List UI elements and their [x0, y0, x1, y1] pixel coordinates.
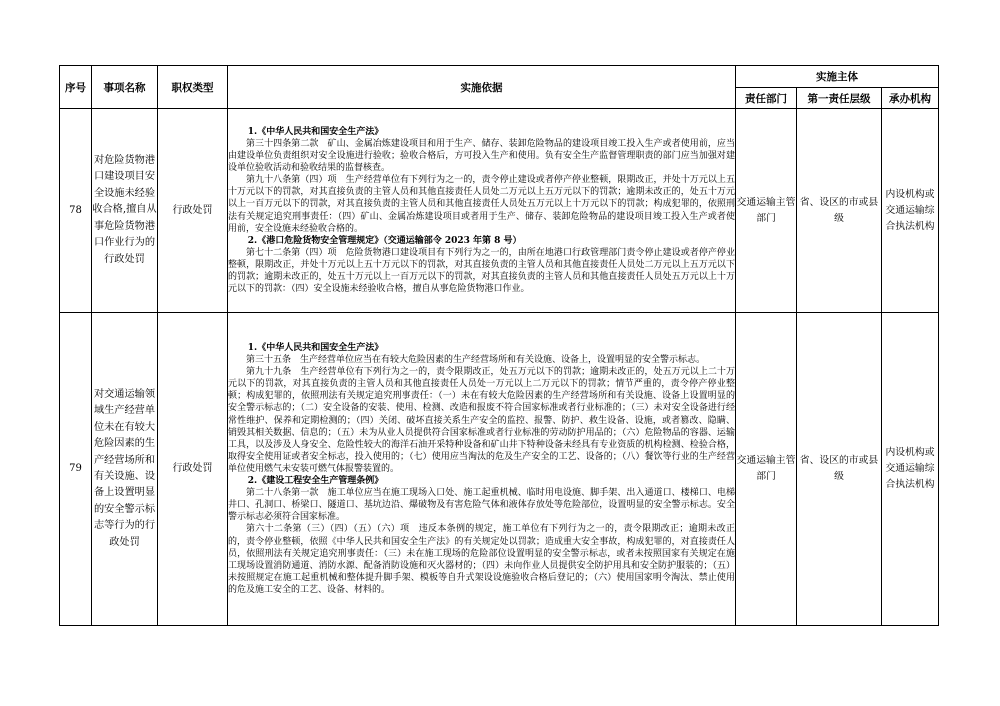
- header-level: 第一责任层级: [797, 88, 882, 109]
- row-seq: 78: [60, 109, 92, 313]
- basis-paragraph: 第三十五条 生产经营单位应当在有较大危险因素的生产经营场所和有关设施、设备上，设置明显的安全警示标志。: [246, 355, 706, 366]
- header-basis: 实施依据: [228, 66, 736, 109]
- header-seq: 序号: [60, 66, 92, 109]
- basis-law-title: 1.《中华人民共和国安全生产法》: [247, 126, 384, 137]
- row-level: 省、设区的市或县级: [797, 109, 882, 313]
- basis-paragraph: 第二十八条第一款 施工单位应当在施工现场入口处、施工起重机械、临时用电设施、脚手架、出入通道口、楼梯口、电梯井口、孔洞口、桥梁口、隧道口、基坑边沿、爆破物及有害危险气体和液体存放处等危险部位，设置明显的安全警示标志。安全警示标志必须符合国家标准。: [228, 488, 735, 523]
- basis-paragraph: 第七十二条第（四）项 危险货物港口建设项目有下列行为之一的，由所在地港口行政管理部门责令停止建设或者停产停业整顿，限期改正，并处十万元以上五十万元以下的罚款，对其直接负责的主管人员和其他直接责任人员处二万元以上五万元以下的罚款；逾期未改正的，处五十万元以上一百万元以下的罚款，对其直接负责的主管人员和其他直接责任人员处五万元以上十万元以下的罚款：（四）安全设施未经验收合格，擅自从事危险货物港口作业。: [228, 247, 735, 295]
- enforcement-table: [59, 65, 939, 626]
- row-item-name: 对交通运输领域生产经营单位未在有较大危险因素的生产经营场所和有关设施、设备上设置明显的安全警示标志等行为的行政处罚: [92, 313, 158, 626]
- header-subject: 实施主体: [736, 66, 939, 88]
- row-item-name: 对危险货物港口建设项目安全设施未经验收合格,擅自从事危险货物港口作业行为的行政处罚: [92, 109, 158, 313]
- basis-paragraph: 第六十二条第（三）（四）（五）（六）项 违反本条例的规定，施工单位有下列行为之一的，责令限期改正；逾期未改正的，责令停业整顿，依照《中华人民共和国安全生产法》的有关规定处以罚款；造成重大安全事故，构成犯罪的，对直接责任人员，依照刑法有关规定追究刑事责任：（三）未在施工现场的危险部位设置明显的安全警示标志，或者未按照国家有关规定在施工现场设置消防通道、消防水源、配备消防设施和灭火器材的；（四）未向作业人员提供安全防护用具和安全防护服装的；（五）未按照规定在施工起重机械和整体提升脚手架、模板等自升式架设设施验收合格后登记的；（六）使用国家明令淘汰、禁止使用的危及施工安全的工艺、设备、材料的。: [228, 524, 735, 595]
- row-basis: [228, 313, 736, 626]
- basis-law-title: 2.《建设工程安全生产管理条例》: [247, 476, 384, 487]
- header-name: 事项名称: [92, 66, 158, 109]
- header-dept: 责任部门: [736, 88, 797, 109]
- row-type: 行政处罚: [158, 109, 228, 313]
- row-basis: [228, 109, 736, 313]
- table-row: [60, 313, 939, 626]
- row-dept: 交通运输主管部门: [736, 313, 797, 626]
- basis-paragraph: 第九十八条第（四）项 生产经营单位有下列行为之一的，责令停止建设或者停产停业整顿，限期改正，并处十万元以上五十万元以下的罚款，对其直接负责的主管人员和其他直接责任人员处二万元以上五万元以下的罚款；逾期未改正的，处五十万元以上一百万元以下的罚款，对其直接负责的主管人员和其他直接责任人员处五万元以上十万元以下的罚款；构成犯罪的，依照刑法有关规定追究刑事责任：（四）矿山、金属冶炼建设项目或者用于生产、储存、装卸危险物品的建设项目竣工投入生产或者使用前，安全设施未经验收合格的。: [228, 175, 735, 234]
- basis-paragraph: 第九十九条 生产经营单位有下列行为之一的，责令限期改正，处五万元以下的罚款；逾期未改正的，处五万元以上二十万元以下的罚款，对其直接负责的主管人员和其他直接责任人员处一万元以上二万元以下的罚款；情节严重的，责令停产停业整顿；构成犯罪的，依照刑法有关规定追究刑事责任：（一）未在有较大危险因素的生产经营场所和有关设施、设备上设置明显的安全警示标志的；（二）安全设备的安装、使用、检测、改造和报废不符合国家标准或者行业标准的；（三）未对安全设备进行经常性维护、保养和定期检测的；（四）关闭、破坏直接关系生产安全的监控、报警、防护、救生设备、设施，或者篡改、隐瞒、销毁其相关数据、信息的；（五）未为从业人员提供符合国家标准或者行业标准的劳动防护用品的；（六）危险物品的容器、运输工具，以及涉及人身安全、危险性较大的海洋石油开采特种设备和矿山井下特种设备未经具有专业资质的机构检测、检验合格，取得安全使用证或者安全标志，投入使用的；（七）使用应当淘汰的危及生产安全的工艺、设备的；（八）餐饮等行业的生产经营单位使用燃气未安装可燃气体报警装置的。: [228, 367, 735, 474]
- row-agency: 内设机构或交通运输综合执法机构: [882, 313, 939, 626]
- header-agency: 承办机构: [882, 88, 939, 109]
- basis-paragraph: 第三十四条第二款 矿山、金属冶炼建设项目和用于生产、储存、装卸危险物品的建设项目竣工投入生产或者使用前，应当由建设单位负责组织对安全设施进行验收；验收合格后，方可投入生产和使用。负有安全生产监督管理职责的部门应当加强对建设单位验收活动和验收结果的监督核查。: [228, 138, 735, 174]
- row-seq: 79: [60, 313, 92, 626]
- basis-law-title: 2.《港口危险货物安全管理规定》（交通运输部令 2023 年第 8 号）: [247, 235, 522, 246]
- basis-law-title: 1.《中华人民共和国安全生产法》: [247, 343, 384, 354]
- header-type: 职权类型: [158, 66, 228, 109]
- row-agency: 内设机构或交通运输综合执法机构: [882, 109, 939, 313]
- row-dept: 交通运输主管部门: [736, 109, 797, 313]
- row-type: 行政处罚: [158, 313, 228, 626]
- table-row: [60, 109, 939, 313]
- row-level: 省、设区的市或县级: [797, 313, 882, 626]
